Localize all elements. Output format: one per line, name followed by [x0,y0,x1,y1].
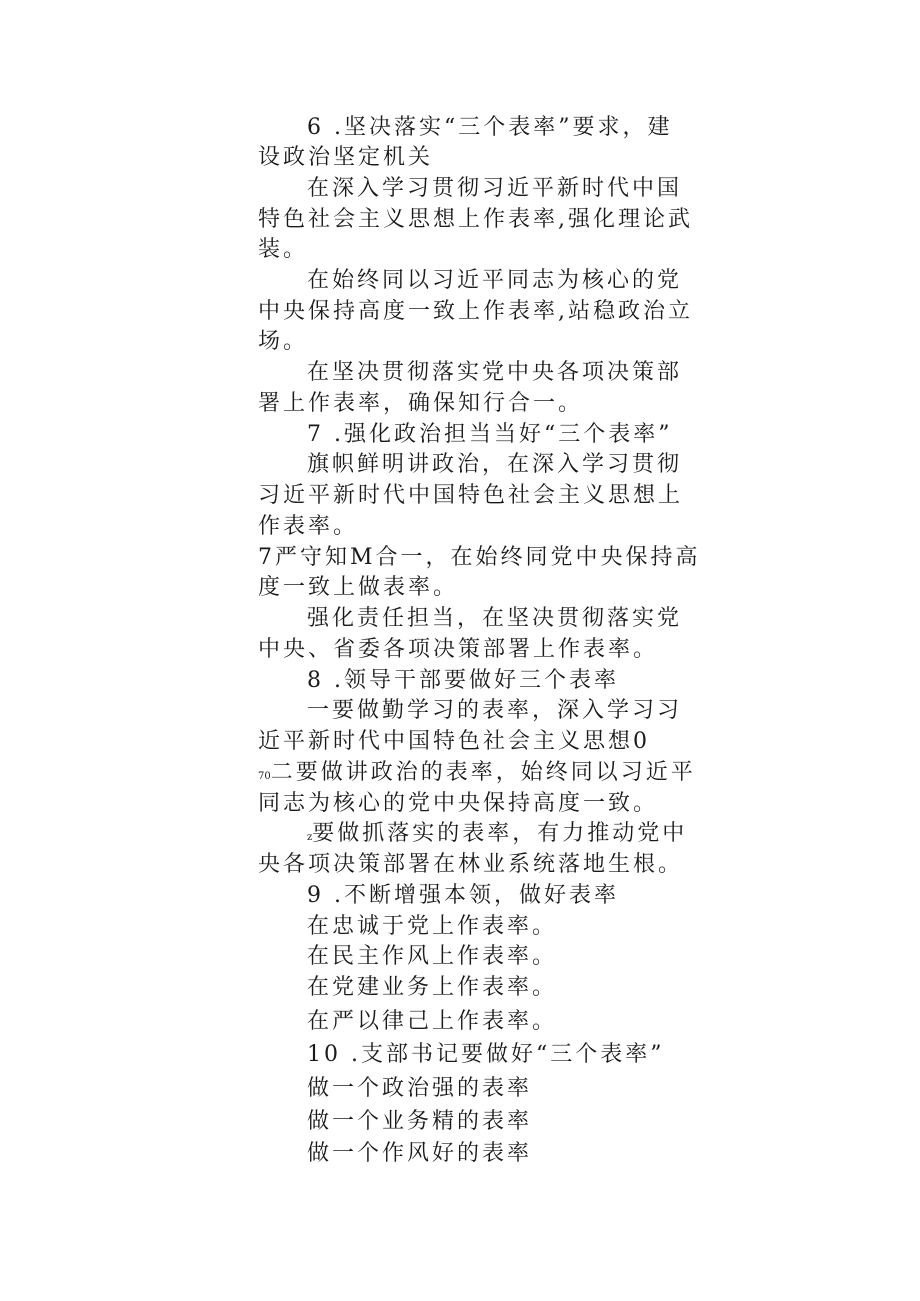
heading-7: 7 .强化政治担当当好“三个表率” [307,422,673,447]
text-line: 作表率。 [258,514,359,539]
text-line: 做一个业务精的表率 [307,1109,533,1134]
text-line: 在党建业务上作表率。 [307,975,558,1000]
text-line: 特色社会主义思想上作表率,强化理论武 [258,207,693,232]
text-line: 习近平新时代中国特色社会主义思想上 [258,483,684,508]
heading-10: 10 .支部书记要做好“三个表率” [307,1042,665,1067]
text-line: 度一致上做表率。 [258,575,459,600]
text-span: 要做抓落实的表率，有力推动党中 [312,821,688,846]
text-span: 二要做讲政治的表率，始终同以习近平 [270,760,696,785]
text-line: 中央保持高度一致上作表率,站稳政治立 [258,299,693,324]
stray-mark: 70 [258,771,271,782]
text-line: 近平新时代中国特色社会主义思想0 [258,729,650,754]
text-line: 旗帜鲜明讲政治，在深入学习贯彻 [307,452,683,477]
text-line: 在民主作风上作表率。 [307,944,558,969]
text-line: 设政治坚定机关 [258,145,434,170]
text-line: 署上作表率，确保知行合一。 [258,391,584,416]
text-line: 同志为核心的党中央保持高度一致。 [258,791,659,816]
heading-6: 6 .坚决落实“三个表率”要求，建 [307,115,673,140]
text-line: 一要做勤学习的表率，深入学习习 [307,698,683,723]
heading-9: 9 .不断增强本领，做好表率 [307,883,619,908]
text-line: 在严以律己上作表率。 [307,1009,558,1034]
stray-mark: z [307,832,313,843]
text-line [258,758,696,792]
text-line: 强化责任担当，在坚决贯彻落实党 [307,606,683,631]
text-line: 央各项决策部署在林业系统落地生根。 [258,852,684,877]
heading-8: 8 .领导干部要做好三个表率 [307,668,619,693]
text-line: 场。 [258,329,309,354]
text-line: 装。 [258,237,309,262]
text-line: 在深入学习贯彻习近平新时代中国 [307,176,683,201]
text-line: 做一个政治强的表率 [307,1076,533,1101]
text-line: 在始终同以习近平同志为核心的党 [307,268,683,293]
text-line [307,819,687,853]
text-line: 在坚决贯彻落实党中央各项决策部 [307,360,683,385]
text-line: 中央、省委各项决策部署上作表率。 [258,637,659,662]
text-line: 在忠诚于党上作表率。 [307,914,558,939]
text-line: 做一个作风好的表率 [307,1141,533,1166]
text-line: 7严守知M合一，在始终同党中央保持高 [258,545,701,570]
